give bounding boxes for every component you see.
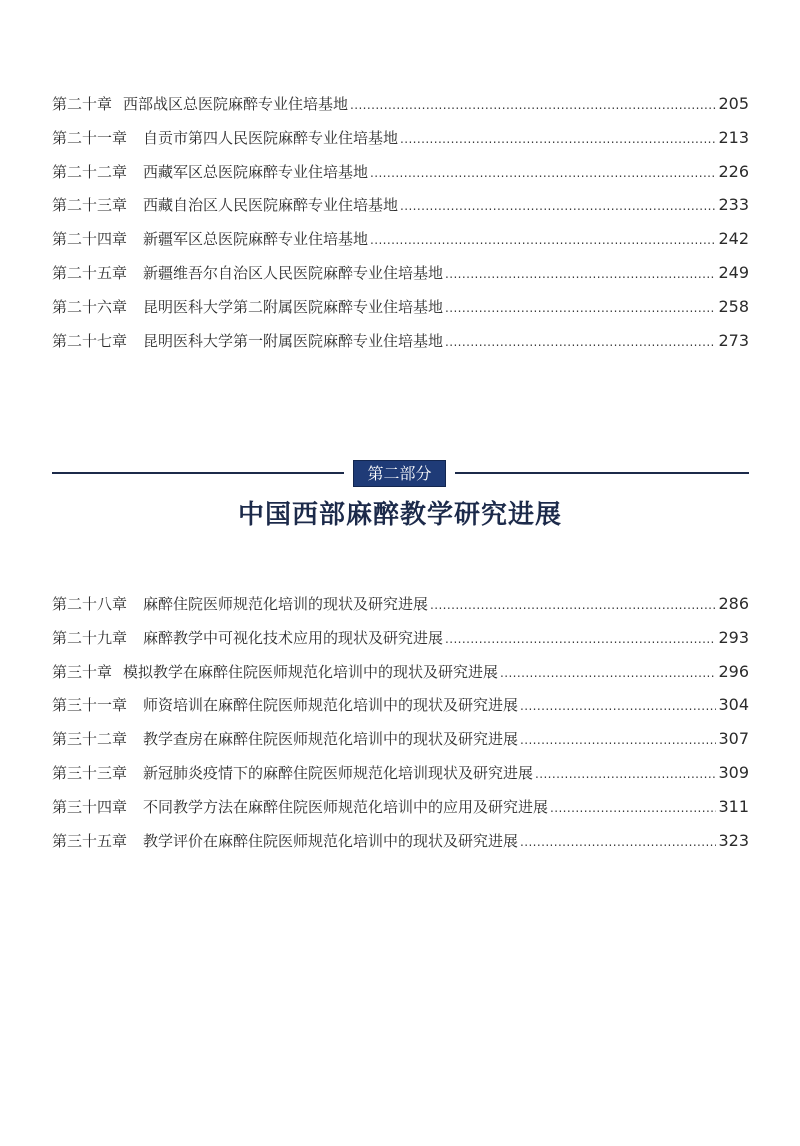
chapter-title: 昆明医科大学第二附属医院麻醉专业住培基地 (143, 297, 444, 316)
chapter-number: 第三十章 (52, 662, 113, 681)
divider-rule-right (455, 472, 749, 474)
chapter-number: 第三十一章 (52, 696, 128, 715)
page-number: 273 (718, 330, 749, 350)
chapter-title: 不同教学方法在麻醉住院医师规范化培训中的应用及研究进展 (143, 797, 549, 816)
leader-dots (445, 262, 716, 286)
chapter-number: 第二十四章 (52, 230, 128, 249)
toc-list-part-one (52, 92, 749, 362)
chapter-title: 新疆维吾尔自治区人民医院麻醉专业住培基地 (143, 263, 444, 282)
chapter-title: 教学评价在麻醉住院医师规范化培训中的现状及研究进展 (143, 831, 519, 850)
leader-dots (430, 593, 716, 617)
toc-entry[interactable] (52, 160, 749, 194)
chapter-number: 第三十三章 (52, 763, 128, 782)
toc-entry[interactable] (52, 660, 749, 694)
leader-dots (535, 762, 716, 786)
chapter-title: 麻醉教学中可视化技术应用的现状及研究进展 (143, 628, 444, 647)
page-number: 311 (718, 796, 749, 816)
chapter-title: 教学查房在麻醉住院医师规范化培训中的现状及研究进展 (143, 730, 519, 749)
leader-dots (370, 161, 716, 185)
page-number: 309 (718, 762, 749, 782)
leader-dots (400, 127, 716, 151)
chapter-title: 新冠肺炎疫情下的麻醉住院医师规范化培训现状及研究进展 (143, 763, 534, 782)
section-tag: 第二部分 (354, 461, 445, 486)
leader-dots (445, 627, 716, 651)
leader-dots (370, 228, 716, 252)
toc-entry[interactable] (52, 727, 749, 761)
chapter-number: 第二十三章 (52, 196, 128, 215)
toc-entry[interactable] (52, 693, 749, 727)
page-number: 323 (718, 830, 749, 850)
chapter-number: 第二十六章 (52, 297, 128, 316)
chapter-number: 第二十二章 (52, 162, 128, 181)
leader-dots (400, 194, 716, 218)
chapter-number: 第三十二章 (52, 730, 128, 749)
toc-list-part-two (52, 592, 749, 862)
toc-entry[interactable] (52, 193, 749, 227)
section-divider (52, 458, 749, 488)
toc-entry[interactable] (52, 92, 749, 126)
chapter-title: 西部战区总医院麻醉专业住培基地 (123, 95, 349, 113)
chapter-number: 第三十四章 (52, 797, 128, 816)
toc-entry[interactable] (52, 592, 749, 626)
leader-dots (350, 93, 716, 117)
chapter-title: 西藏自治区人民医院麻醉专业住培基地 (143, 196, 399, 215)
section-title: 中国西部麻醉教学研究进展 (237, 500, 562, 530)
chapter-number: 第二十章 (52, 95, 113, 113)
leader-dots (520, 694, 716, 718)
chapter-title: 模拟教学在麻醉住院医师规范化培训中的现状及研究进展 (123, 662, 499, 681)
chapter-title: 新疆军区总医院麻醉专业住培基地 (143, 230, 369, 249)
toc-entry[interactable] (52, 295, 749, 329)
chapter-title: 师资培训在麻醉住院医师规范化培训中的现状及研究进展 (143, 696, 519, 715)
chapter-title: 昆明医科大学第一附属医院麻醉专业住培基地 (143, 331, 444, 350)
page-number: 286 (718, 594, 749, 613)
toc-entry[interactable] (52, 227, 749, 261)
chapter-title: 西藏军区总医院麻醉专业住培基地 (143, 162, 369, 181)
page-number: 293 (718, 627, 749, 647)
toc-entry[interactable] (52, 626, 749, 660)
chapter-number: 第二十一章 (52, 128, 128, 147)
leader-dots (445, 330, 716, 354)
chapter-number: 第二十七章 (52, 331, 128, 350)
page-number: 242 (718, 229, 749, 249)
page-number: 296 (718, 661, 749, 681)
page-number: 307 (718, 729, 749, 749)
page-number: 205 (718, 94, 749, 113)
leader-dots (445, 296, 716, 320)
chapter-number: 第二十九章 (52, 628, 128, 647)
leader-dots (550, 796, 716, 820)
page-number: 226 (718, 161, 749, 181)
toc-entry[interactable] (52, 795, 749, 829)
page-number: 249 (718, 262, 749, 282)
toc-entry[interactable] (52, 829, 749, 863)
toc-entry[interactable] (52, 761, 749, 795)
divider-rule-left (52, 472, 344, 474)
toc-entry[interactable] (52, 329, 749, 363)
chapter-title: 自贡市第四人民医院麻醉专业住培基地 (143, 128, 399, 147)
toc-entry[interactable] (52, 261, 749, 295)
page-number: 258 (718, 296, 749, 316)
chapter-number: 第三十五章 (52, 831, 128, 850)
chapter-title: 麻醉住院医师规范化培训的现状及研究进展 (143, 595, 429, 613)
page-number: 304 (718, 695, 749, 715)
chapter-number: 第二十五章 (52, 263, 128, 282)
leader-dots (520, 728, 716, 752)
page-number: 233 (718, 195, 749, 215)
page-number: 213 (718, 127, 749, 147)
chapter-number: 第二十八章 (52, 595, 128, 613)
leader-dots (500, 661, 716, 685)
leader-dots (520, 830, 716, 854)
toc-entry[interactable] (52, 126, 749, 160)
